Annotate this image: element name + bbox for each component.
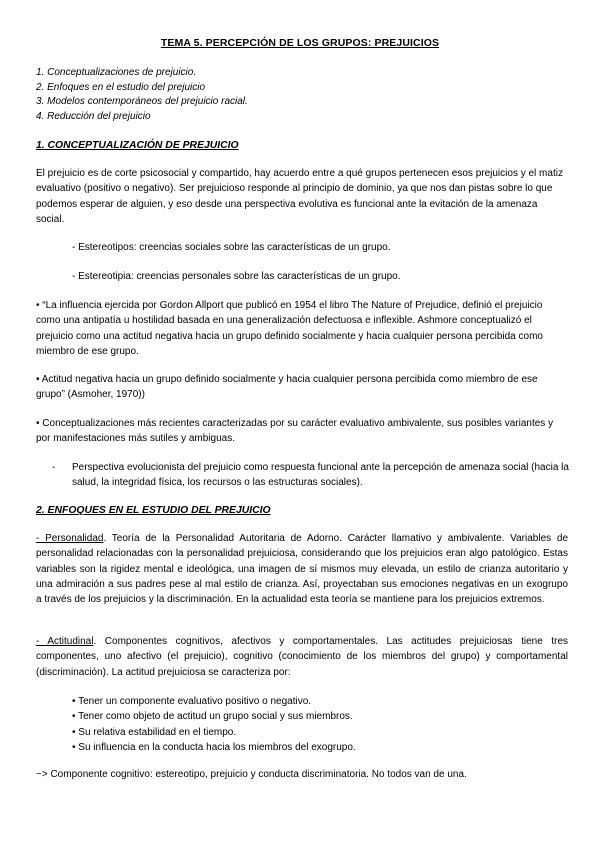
definition-estereotipos: - Estereotipos: creencias sociales sobre las características de un grupo. bbox=[72, 242, 391, 253]
personalidad-paragraph bbox=[36, 531, 568, 607]
actitudinal-label: - Actitudinal bbox=[36, 636, 94, 647]
toc-item: 4. Reducción del prejuicio bbox=[36, 110, 151, 122]
actitud-paragraph: • Actitud negativa hacia un grupo definido socialmente y hacia cualquier persona percibida como miembro de ese grupo” (Asmoher, 1970)) bbox=[36, 374, 538, 401]
page-title: TEMA 5. PERCEPCIÓN DE LOS GRUPOS: PREJUICIOS bbox=[160, 37, 440, 49]
personalidad-text: . Teoría de la Personalidad Autoritaria de Adorno. Carácter llamativo y ambivalente. Variables de personalidad relacionadas con la personalidad prejuiciosa, considerando que los prejuicios eran algo patológico. Estas variables son la rigidez mental e ideológica, una imagen de sí mismos muy elevada, un estilo de crianza autoritario y una admiración a sus padres pese al mal estilo de crianza. Así, proyectaban sus emociones negativas en un exogrupo a través de los prejuicios y la discriminación. En la actualidad esta teoría se mantiene para los prejuicios extremos. bbox=[36, 533, 568, 606]
personalidad-label: - Personalidad bbox=[36, 533, 104, 544]
table-of-contents bbox=[36, 66, 248, 124]
componente-cognitivo-line: ~> Componente cognitivo: estereotipo, prejuicio y conducta discriminatoria. No todos van de una. bbox=[36, 769, 467, 780]
actitudinal-text: . Componentes cognitivos, afectivos y comportamentales. Las actitudes prejuiciosas tiene tres componentes, uno afectivo (el prejuicio), cognitivo (conocimiento de los miembros del grupo) y comportamental (discriminación). La actitud prejuiciosa se caracteriza por: bbox=[36, 636, 568, 678]
toc-item: 3. Modelos contemporáneos del prejuicio racial. bbox=[36, 96, 248, 107]
list-item: • Su relativa estabilidad en el tiempo. bbox=[72, 726, 237, 738]
dash-marker: - bbox=[52, 462, 56, 473]
list-item: • Su influencia en la conducta hacia los miembros del exogrupo. bbox=[72, 741, 356, 753]
section-1-intro: El prejuicio es de corte psicosocial y compartido, hay acuerdo entre a qué grupos pertenecen esos prejuicios y el matiz evaluativo (positivo o negativo). Ser prejuicioso responde al principio de dominio, ya que nos dan pistas sobre lo que podemos esperar de alguien, y eso desde una perspectiva evolutiva es funcional ante la evitación de la amenaza social. bbox=[36, 168, 563, 225]
allport-paragraph: • “La influencia ejercida por Gordon Allport que publicó en 1954 el libro The Nature of Prejudice, definió el prejuicio como una antipatía u hostilidad basada en una generalización defectuosa e inflexible. Ashmore conceptualizó el prejuicio como una actitud negativa hacia un grupo definido socialmente y hacia cualquier persona percibida como miembro de ese grupo. bbox=[36, 300, 543, 357]
list-item: • Tener un componente evaluativo positivo o negativo. bbox=[72, 696, 312, 707]
evolucionista-text: Perspectiva evolucionista del prejuicio como respuesta funcional ante la percepción de amenaza social (hacia la salud, la integridad física, los recursos o las estructuras sociales). bbox=[72, 462, 569, 489]
actitud-characteristics-list bbox=[72, 694, 356, 755]
toc-item: 2. Enfoques en el estudio del prejuicio bbox=[36, 81, 206, 93]
list-item: • Tener como objeto de actitud un grupo social y sus miembros. bbox=[72, 711, 353, 723]
recientes-paragraph: • Conceptualizaciones más recientes caracterizadas por su carácter evaluativo ambivalente, sus posibles variantes y por manifestaciones más sutiles y ambiguas. bbox=[36, 418, 554, 445]
definition-estereotipia: - Estereotipia: creencias personales sobre las características de un grupo. bbox=[72, 271, 401, 282]
evolucionista-item bbox=[52, 460, 572, 491]
actitudinal-paragraph bbox=[36, 634, 568, 680]
toc-item: 1. Conceptualizaciones de prejuicio. bbox=[36, 67, 197, 78]
section-2-heading: 2. ENFOQUES EN EL ESTUDIO DEL PREJUICIO bbox=[36, 505, 271, 516]
section-1-heading: 1. CONCEPTUALIZACIÓN DE PREJUICIO bbox=[36, 140, 239, 151]
